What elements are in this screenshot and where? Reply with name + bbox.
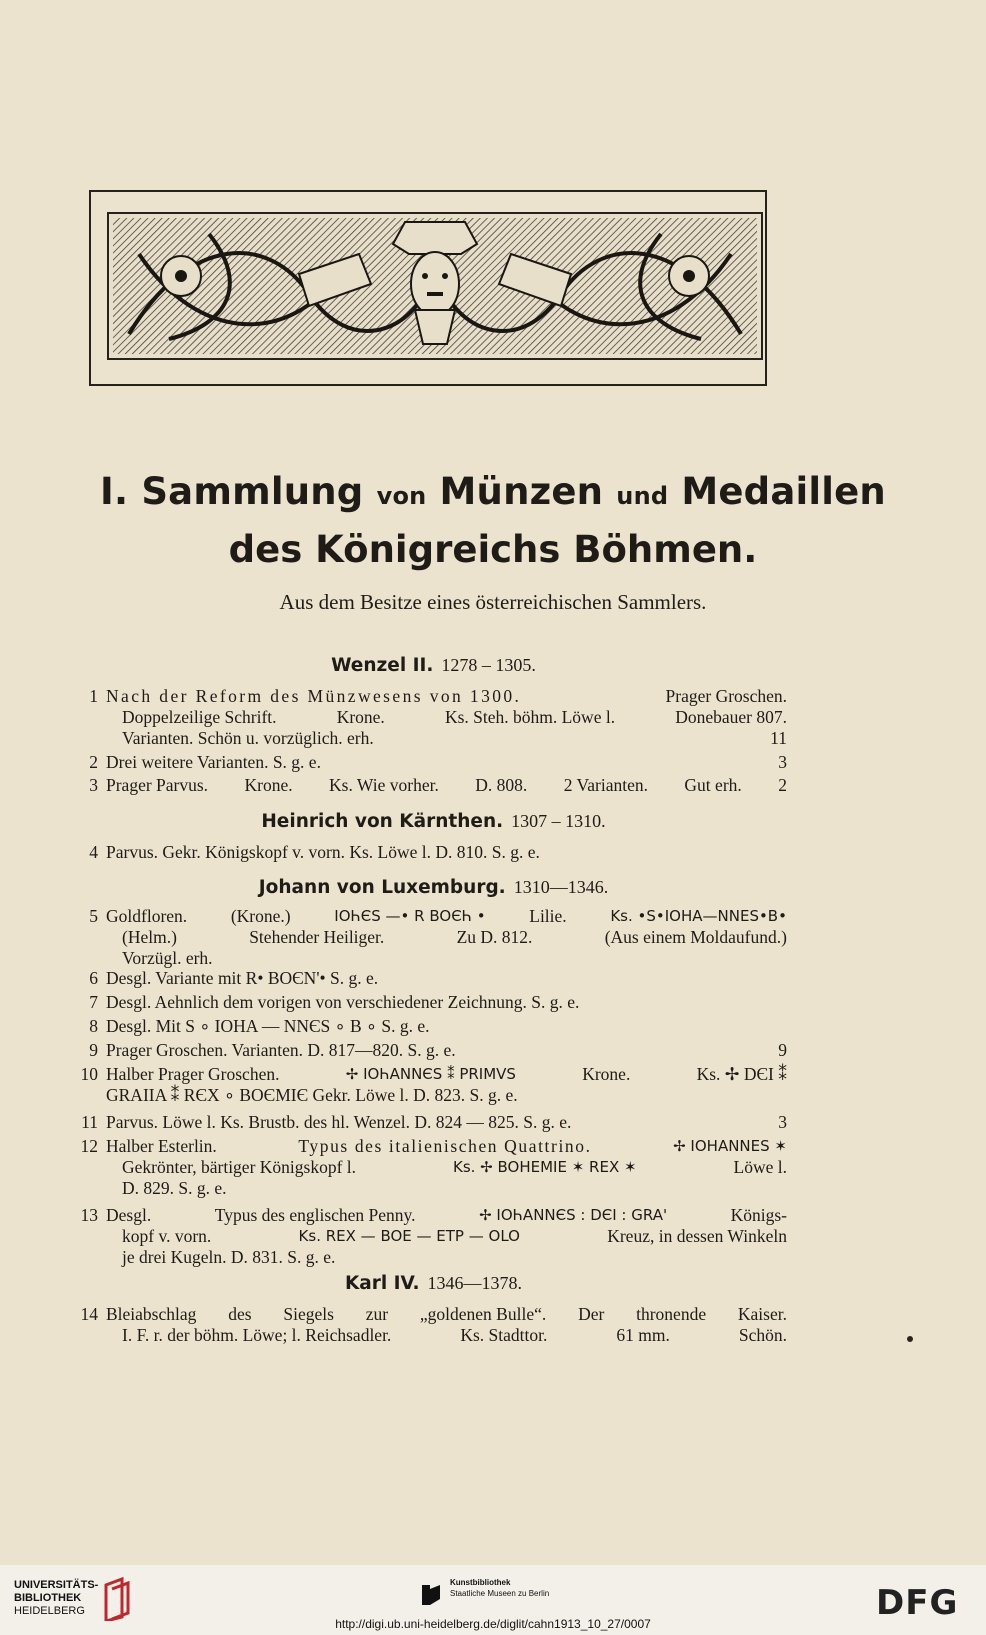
catalog-entry-7 <box>80 992 787 1013</box>
entry-count: 3 <box>778 1112 787 1132</box>
entry-text: Krone. <box>244 775 293 795</box>
entry-number: 8 <box>89 1016 98 1036</box>
entry-text: Kaiser. <box>737 1304 787 1324</box>
entry-text: je drei Kugeln. D. 831. S. g. e. <box>122 1247 336 1267</box>
catalog-entry-3 <box>80 775 787 796</box>
entry-count: 11 <box>770 728 787 748</box>
title-part-3: Medaillen <box>681 470 886 513</box>
section-name: Wenzel II. <box>331 655 434 676</box>
section-years: 1307 – 1310. <box>511 811 606 831</box>
entry-text: 2 Varianten. <box>563 775 648 795</box>
entry-text: Prager Groschen. Varianten. D. 817—820. S. g. e. <box>106 1040 456 1060</box>
kunstbibliothek-logo-text <box>450 1577 549 1599</box>
entry-number: 14 <box>80 1304 98 1324</box>
section-name: Karl IV. <box>344 1273 420 1294</box>
entry-text: D. 829. S. g. e. <box>122 1178 227 1198</box>
page-title <box>70 470 916 513</box>
section-name: Heinrich von Kärnthen. <box>261 811 504 832</box>
entry-number: 13 <box>80 1205 98 1225</box>
entry-text: (Helm.) <box>122 927 177 947</box>
entry-line <box>106 1205 787 1226</box>
entry-line <box>106 1226 787 1247</box>
entry-text: Schön. <box>738 1325 787 1345</box>
ub-line-2: BIBLIOTHEK <box>14 1592 82 1604</box>
entry-number: 11 <box>81 1112 98 1132</box>
ub-heidelberg-logo-icon <box>102 1577 130 1621</box>
entry-text: Ks. ✢ DЄI ⁑ <box>696 1064 787 1084</box>
entry-number: 3 <box>89 775 98 795</box>
entry-line <box>106 1325 787 1346</box>
catalog-entry-6 <box>80 968 787 989</box>
section-heading-wenzel <box>80 654 787 676</box>
entry-text: Parvus. Löwe l. Ks. Brustb. des hl. Wenzel. D. 824 — 825. S. g. e. <box>106 1112 572 1132</box>
entry-text: (Krone.) <box>230 906 291 926</box>
entry-number: 9 <box>89 1040 98 1060</box>
entry-text: Löwe l. <box>733 1157 787 1177</box>
entry-text: Ks. Steh. böhm. Löwe l. <box>444 707 616 727</box>
entry-text: Typus des italienischen Quattrino. <box>298 1136 592 1156</box>
entry-text: kopf v. vorn. <box>122 1226 212 1246</box>
entry-count: 2 <box>778 775 787 795</box>
catalog-entry-2 <box>80 752 787 773</box>
catalog-entry-14 <box>80 1304 787 1348</box>
kb-line-1: Kunstbibliothek <box>450 1578 511 1587</box>
entry-text: Kreuz, in dessen Winkeln <box>607 1226 787 1246</box>
entry-line <box>106 1157 787 1178</box>
coin-legend: ✢ IOҺANNЄS : DЄI : GRA' <box>479 1206 668 1224</box>
entry-number: 1 <box>89 686 98 706</box>
entry-text: Königs- <box>730 1205 787 1225</box>
section-years: 1346—1378. <box>427 1273 523 1293</box>
entry-text: Zu D. 812. <box>456 927 533 947</box>
entry-text: des <box>228 1304 252 1324</box>
title-von: von <box>376 482 427 510</box>
entry-text: Stehender Heiliger. <box>249 927 385 947</box>
entry-line <box>106 927 787 948</box>
coin-legend: Ks. ✢ BOHEMIE ✶ REX ✶ <box>452 1158 637 1176</box>
coin-legend: ✢ IOHANNES ✶ <box>673 1137 787 1155</box>
entry-text: Gekrönter, bärtiger Königskopf l. <box>122 1157 357 1177</box>
entry-text: Donebauer 807. <box>675 707 787 727</box>
title-und: und <box>616 482 669 510</box>
entry-line <box>106 1136 787 1157</box>
entry-number: 10 <box>80 1064 98 1084</box>
ornament-vignette <box>107 212 763 360</box>
entry-number: 4 <box>89 842 98 862</box>
entry-text: 61 mm. <box>616 1325 670 1345</box>
entry-text: Drei weitere Varianten. S. g. e. <box>106 752 321 772</box>
entry-text: Prager Groschen. <box>665 686 787 706</box>
coin-legend: ✢ IOҺANNЄS ⁑ PRIMVS <box>345 1065 516 1083</box>
coin-legend: Ks. •S•IOHA—NNES•B• <box>610 907 787 925</box>
entry-count: 3 <box>778 752 787 772</box>
entry-text: Nach der Reform des Münzwesens von 1300. <box>106 686 522 706</box>
dfg-logo: DFG <box>876 1583 959 1623</box>
entry-text: Gut erh. <box>684 775 742 795</box>
ornament-drawing <box>109 214 761 358</box>
entry-number: 6 <box>89 968 98 988</box>
entry-text: Krone. <box>336 707 385 727</box>
section-years: 1310—1346. <box>513 877 609 897</box>
coin-legend: Ks. REX — BOE — ETP — OLO <box>298 1227 520 1245</box>
title-part-2: Münzen <box>439 470 604 513</box>
section-years: 1278 – 1305. <box>441 655 536 675</box>
entry-line <box>106 707 787 728</box>
catalog-entry-13 <box>80 1205 787 1269</box>
catalog-entry-5 <box>80 906 787 970</box>
catalog-entry-10 <box>80 1064 787 1108</box>
entry-text: Ks. Stadttor. <box>460 1325 548 1345</box>
catalog-entry-9 <box>80 1040 787 1061</box>
entry-number: 2 <box>89 752 98 772</box>
entry-text: Desgl. <box>106 1205 152 1225</box>
entry-count: 9 <box>778 1040 787 1060</box>
source-url[interactable]: http://digi.ub.uni-heidelberg.de/diglit/cahn1913_10_27/0007 <box>335 1617 651 1631</box>
entry-text: Goldfloren. <box>106 906 188 926</box>
digitization-footer <box>0 1565 986 1635</box>
entry-text: Varianten. Schön u. vorzüglich. erh. <box>122 728 374 748</box>
entry-line <box>106 728 787 749</box>
entry-text: Desgl. Aehnlich dem vorigen von verschiedener Zeichnung. S. g. e. <box>106 992 580 1012</box>
page-title-line-2: des Königreichs Böhmen. <box>228 528 758 571</box>
section-heading-heinrich <box>80 810 787 832</box>
kb-line-2: Staatliche Museen zu Berlin <box>450 1589 550 1598</box>
catalog-entry-1 <box>80 686 787 750</box>
ink-speck <box>907 1336 913 1342</box>
entry-text: Doppelzeilige Schrift. <box>122 707 277 727</box>
title-part-1: I. Sammlung <box>100 470 364 513</box>
ub-line-1: UNIVERSITÄTS- <box>14 1579 99 1591</box>
entry-number: 7 <box>89 992 98 1012</box>
entry-line <box>106 1064 787 1085</box>
entry-text: Bleiabschlag <box>106 1304 197 1324</box>
entry-text: I. F. r. der böhm. Löwe; l. Reichsadler. <box>122 1325 392 1345</box>
entry-text: „goldenen Bulle“. <box>419 1304 547 1324</box>
entry-text: (Aus einem Moldaufund.) <box>604 927 787 947</box>
ub-heidelberg-logo-text <box>14 1579 98 1618</box>
entry-text: Halber Prager Groschen. <box>106 1064 280 1084</box>
entry-text: Siegels <box>283 1304 334 1324</box>
entry-text: GRAIIA ⁑ RЄX ∘ BOЄMIЄ Gekr. Löwe l. D. 823. S. g. e. <box>106 1085 518 1105</box>
coin-legend: IOҺЄS —• R BOЄҺ • <box>334 907 486 925</box>
entry-text: Ks. Wie vorher. <box>329 775 439 795</box>
entry-text: Typus des englischen Penny. <box>214 1205 416 1225</box>
catalog-entry-4 <box>80 842 787 863</box>
section-heading-johann <box>80 876 787 898</box>
entry-text: thronende <box>636 1304 707 1324</box>
section-heading-karl <box>80 1272 787 1294</box>
entry-text: Vorzügl. erh. <box>122 948 213 968</box>
catalog-entry-12 <box>80 1136 787 1200</box>
section-name: Johann von Luxemburg. <box>258 877 506 898</box>
entry-text: Lilie. <box>529 906 567 926</box>
catalog-entry-8 <box>80 1016 787 1037</box>
entry-number: 5 <box>89 906 98 926</box>
entry-text: Prager Parvus. <box>106 775 209 795</box>
entry-text: Halber Esterlin. <box>106 1136 217 1156</box>
entry-number: 12 <box>80 1136 98 1156</box>
page-subtitle: Aus dem Besitze eines österreichischen Sammlers. <box>279 590 707 614</box>
entry-line <box>106 686 787 707</box>
ub-line-3: HEIDELBERG <box>14 1605 85 1617</box>
entry-text: Parvus. Gekr. Königskopf v. vorn. Ks. Löwe l. D. 810. S. g. e. <box>106 842 540 862</box>
entry-text: zur <box>365 1304 389 1324</box>
entry-text: Der <box>578 1304 605 1324</box>
entry-text: Krone. <box>582 1064 631 1084</box>
entry-line <box>106 1304 787 1325</box>
catalog-entry-11 <box>80 1112 787 1133</box>
entry-text: D. 808. <box>475 775 528 795</box>
kunstbibliothek-logo-icon <box>420 1583 442 1607</box>
entry-text: Desgl. Mit S ∘ IOHA — NNЄS ∘ B ∘ S. g. e. <box>106 1016 430 1036</box>
entry-line <box>106 906 787 927</box>
entry-text: Desgl. Variante mit R• BOЄN'• S. g. e. <box>106 968 379 988</box>
